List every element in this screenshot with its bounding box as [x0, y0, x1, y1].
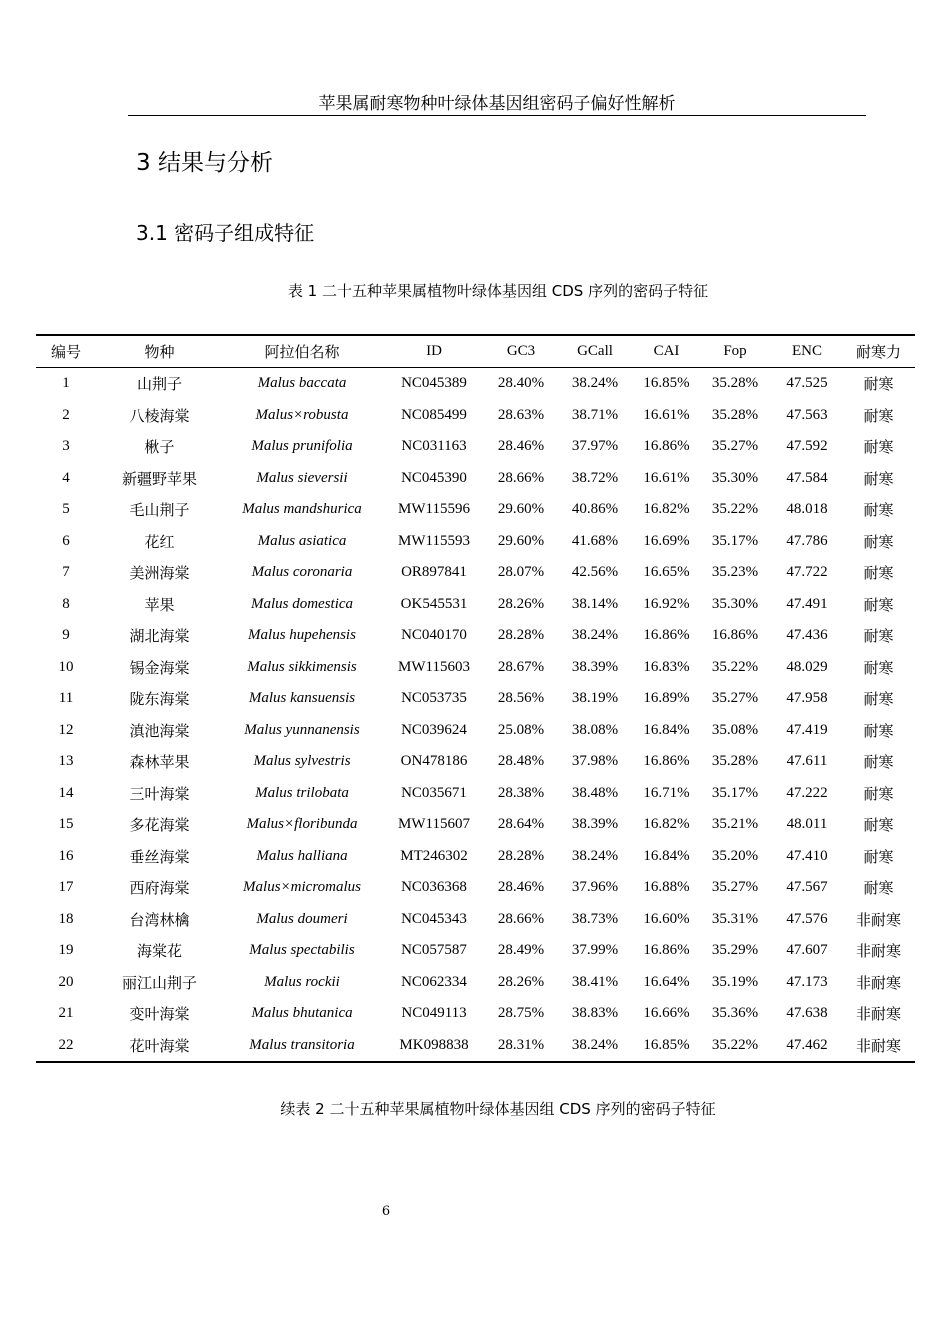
cell-cai: 16.86%	[643, 753, 690, 770]
cell-latin-name: Malus sylvestris	[253, 753, 351, 770]
cell-cold-tolerance: 耐寒	[863, 723, 894, 740]
cell-fop: 35.22%	[711, 1036, 759, 1053]
cell-cold-tolerance: 耐寒	[863, 818, 894, 835]
table-row	[36, 400, 915, 432]
cell-number: 20	[58, 973, 74, 990]
cell-enc: 47.584	[786, 469, 828, 486]
cell-gcall: 38.14%	[571, 595, 619, 612]
cell-latin-name: Malus doumeri	[256, 910, 348, 927]
cell-cold-tolerance: 非耐寒	[855, 944, 901, 961]
cell-id: NC036368	[401, 879, 467, 896]
cell-latin-name: Malus sikkimensis	[247, 658, 357, 675]
cell-cai: 16.82%	[643, 816, 690, 833]
cell-cold-tolerance: 非耐寒	[855, 975, 901, 992]
cell-cai: 16.83%	[643, 658, 690, 675]
cell-cai: 16.92%	[643, 595, 690, 612]
table-row	[36, 589, 915, 621]
cell-id: NC039624	[401, 721, 467, 738]
cell-gc3: 28.40%	[497, 375, 545, 392]
cell-fop: 35.28%	[711, 406, 759, 423]
cell-gc3: 28.31%	[497, 1036, 545, 1053]
cell-cai: 16.66%	[643, 1005, 690, 1022]
cell-latin-name: Malus rockii	[264, 973, 340, 990]
cell-latin-name: Malus×floribunda	[246, 816, 358, 833]
cell-latin-name: Malus spectabilis	[249, 942, 355, 959]
cell-gcall: 37.96%	[571, 879, 619, 896]
cell-cai: 16.86%	[643, 942, 690, 959]
cell-latin-name: Malus asiatica	[257, 532, 347, 549]
table-row	[36, 998, 915, 1030]
cell-cai: 16.86%	[643, 627, 690, 644]
col-header-cold-tolerance: 耐寒力	[855, 345, 901, 361]
cell-cold-tolerance: 耐寒	[863, 440, 894, 457]
table-row	[36, 620, 915, 652]
running-header: 苹果属耐寒物种叶绿体基因组密码子偏好性解析	[318, 94, 676, 114]
cell-id: NC035671	[401, 784, 467, 801]
cell-latin-name: Malus baccata	[257, 375, 347, 392]
cell-gc3: 28.49%	[497, 942, 545, 959]
cell-number: 14	[58, 784, 74, 801]
cell-cai: 16.88%	[643, 879, 690, 896]
cell-cold-tolerance: 非耐寒	[855, 912, 901, 929]
cell-gcall: 38.48%	[571, 784, 619, 801]
cell-species: 花红	[144, 534, 175, 551]
table-row	[36, 463, 915, 495]
cell-latin-name: Malus trilobata	[255, 784, 349, 801]
cell-cai: 16.65%	[643, 564, 690, 581]
cell-species: 美洲海棠	[129, 566, 190, 583]
cell-enc: 47.525	[786, 375, 828, 392]
cell-cold-tolerance: 非耐寒	[855, 1038, 901, 1055]
cell-id: OK545531	[400, 595, 468, 612]
cell-species: 陇东海棠	[129, 692, 190, 709]
cell-species: 垂丝海棠	[129, 849, 190, 866]
cell-species: 山荆子	[136, 377, 182, 394]
cell-fop: 16.86%	[711, 627, 759, 644]
cell-enc: 47.462	[786, 1036, 828, 1053]
cell-id: NC057587	[401, 942, 467, 959]
cell-cai: 16.85%	[643, 375, 690, 392]
cell-enc: 47.222	[786, 784, 828, 801]
cell-species: 西府海棠	[129, 881, 190, 898]
table-header-row	[36, 335, 915, 368]
cell-gc3: 29.60%	[497, 532, 545, 549]
cell-number: 18	[58, 910, 74, 927]
cell-enc: 48.011	[786, 816, 828, 833]
cell-species: 毛山荆子	[129, 503, 190, 520]
cell-enc: 47.410	[786, 847, 828, 864]
table-row	[36, 683, 915, 715]
cell-number: 4	[62, 469, 70, 486]
col-header-gc3: GC3	[506, 343, 536, 359]
cell-number: 7	[62, 564, 70, 581]
cell-fop: 35.30%	[711, 595, 759, 612]
cell-cold-tolerance: 耐寒	[863, 534, 894, 551]
cell-gc3: 28.28%	[497, 627, 545, 644]
cell-fop: 35.30%	[711, 469, 759, 486]
cell-id: MW115596	[398, 501, 470, 518]
cell-fop: 35.19%	[711, 973, 759, 990]
cell-id: MW115607	[398, 816, 470, 833]
section-heading: 3 结果与分析	[136, 150, 273, 176]
cell-cai: 16.86%	[643, 438, 690, 455]
cell-species: 八棱海棠	[129, 408, 190, 425]
cell-species: 湖北海棠	[129, 629, 190, 646]
table-row	[36, 935, 915, 967]
cell-fop: 35.29%	[711, 942, 759, 959]
cell-cai: 16.82%	[643, 501, 690, 518]
cell-fop: 35.23%	[711, 564, 759, 581]
cell-id: NC053735	[401, 690, 467, 707]
cell-cai: 16.60%	[643, 910, 690, 927]
cell-cai: 16.61%	[643, 469, 690, 486]
cell-cai: 16.69%	[643, 532, 690, 549]
cell-gcall: 38.24%	[571, 375, 619, 392]
cell-latin-name: Malus mandshurica	[242, 501, 362, 518]
cell-number: 19	[58, 942, 74, 959]
cell-fop: 35.27%	[711, 438, 759, 455]
col-header-species: 物种	[144, 345, 175, 361]
cell-fop: 35.08%	[711, 721, 759, 738]
cell-fop: 35.21%	[711, 816, 759, 833]
cell-enc: 48.029	[786, 658, 828, 675]
cell-gc3: 28.67%	[497, 658, 545, 675]
cell-enc: 47.638	[786, 1005, 828, 1022]
cell-gcall: 38.39%	[571, 816, 619, 833]
cell-id: NC045343	[401, 910, 467, 927]
cell-fop: 35.20%	[711, 847, 759, 864]
cell-fop: 35.36%	[711, 1005, 759, 1022]
cell-gc3: 28.28%	[497, 847, 545, 864]
table-row	[36, 809, 915, 841]
table-row	[36, 841, 915, 873]
cell-gcall: 38.24%	[571, 847, 619, 864]
cell-cold-tolerance: 耐寒	[863, 503, 894, 520]
cell-cold-tolerance: 耐寒	[863, 786, 894, 803]
cell-cold-tolerance: 耐寒	[863, 660, 894, 677]
cell-gcall: 38.24%	[571, 627, 619, 644]
cell-cai: 16.84%	[643, 721, 690, 738]
table-row	[36, 1030, 915, 1063]
cell-number: 15	[58, 816, 74, 833]
cell-number: 16	[58, 847, 74, 864]
cell-species: 三叶海棠	[129, 786, 190, 803]
cell-id: NC045389	[401, 375, 467, 392]
table-row	[36, 526, 915, 558]
cell-enc: 47.722	[786, 564, 828, 581]
codon-usage-table	[36, 334, 915, 1063]
table-row	[36, 494, 915, 526]
cell-enc: 48.018	[786, 501, 828, 518]
cell-fop: 35.31%	[711, 910, 759, 927]
cell-id: ON478186	[400, 753, 468, 770]
cell-cold-tolerance: 耐寒	[863, 597, 894, 614]
cell-gc3: 28.66%	[497, 910, 545, 927]
cell-species: 多花海棠	[129, 818, 190, 835]
cell-id: NC040170	[401, 627, 467, 644]
cell-enc: 47.173	[786, 973, 828, 990]
cell-enc: 47.419	[786, 721, 828, 738]
cell-cai: 16.61%	[643, 406, 690, 423]
cell-number: 1	[62, 375, 70, 392]
cell-fop: 35.22%	[711, 658, 759, 675]
cell-cold-tolerance: 耐寒	[863, 377, 894, 394]
cell-gc3: 25.08%	[497, 721, 545, 738]
cell-species: 滇池海棠	[129, 723, 190, 740]
cell-id: NC045390	[401, 469, 467, 486]
cell-fop: 35.27%	[711, 879, 759, 896]
cell-species: 苹果	[144, 597, 175, 614]
cell-enc: 47.786	[786, 532, 828, 549]
cell-latin-name: Malus coronaria	[251, 564, 353, 581]
col-header-fop: Fop	[723, 343, 747, 359]
cell-enc: 47.576	[786, 910, 828, 927]
cell-enc: 47.491	[786, 595, 828, 612]
cell-latin-name: Malus transitoria	[249, 1036, 355, 1053]
cell-latin-name: Malus sieversii	[256, 469, 348, 486]
cell-id: NC062334	[401, 973, 467, 990]
cell-cai: 16.89%	[643, 690, 690, 707]
cell-fop: 35.27%	[711, 690, 759, 707]
cell-number: 12	[58, 721, 74, 738]
cell-gc3: 28.26%	[497, 973, 545, 990]
cell-id: NC049113	[401, 1005, 467, 1022]
cell-fop: 35.28%	[711, 753, 759, 770]
cell-gcall: 41.68%	[571, 532, 619, 549]
cell-id: OR897841	[401, 564, 467, 581]
col-header-cai: CAI	[653, 343, 680, 359]
cell-number: 21	[58, 1005, 74, 1022]
continued-table-caption: 续表 2 二十五种苹果属植物叶绿体基因组 CDS 序列的密码子特征	[280, 1100, 716, 1118]
cell-id: NC031163	[401, 438, 467, 455]
cell-species: 变叶海棠	[129, 1007, 190, 1024]
cell-species: 楸子	[144, 440, 175, 457]
cell-gc3: 28.56%	[497, 690, 545, 707]
cell-cai: 16.85%	[643, 1036, 690, 1053]
cell-gcall: 38.71%	[571, 406, 619, 423]
cell-id: MT246302	[400, 847, 468, 864]
cell-species: 花叶海棠	[129, 1038, 190, 1055]
cell-gcall: 38.83%	[571, 1005, 619, 1022]
cell-species: 丽江山荆子	[121, 975, 197, 992]
table-row	[36, 778, 915, 810]
page-number: 6	[381, 1204, 391, 1219]
cell-gcall: 37.99%	[571, 942, 619, 959]
cell-enc: 47.563	[786, 406, 828, 423]
col-header-id: ID	[426, 343, 442, 359]
cell-latin-name: Malus domestica	[250, 595, 354, 612]
cell-cold-tolerance: 耐寒	[863, 755, 894, 772]
cell-enc: 47.567	[786, 879, 828, 896]
cell-number: 11	[58, 690, 74, 707]
table-row	[36, 557, 915, 589]
cell-gc3: 28.66%	[497, 469, 545, 486]
cell-latin-name: Malus kansuensis	[248, 690, 356, 707]
cell-latin-name: Malus yunnanensis	[244, 721, 360, 738]
cell-cold-tolerance: 耐寒	[863, 629, 894, 646]
cell-gc3: 28.46%	[497, 879, 545, 896]
cell-gcall: 38.73%	[571, 910, 619, 927]
cell-latin-name: Malus prunifolia	[251, 438, 353, 455]
cell-gcall: 38.08%	[571, 721, 619, 738]
cell-number: 10	[58, 658, 74, 675]
cell-cold-tolerance: 耐寒	[863, 849, 894, 866]
cell-fop: 35.22%	[711, 501, 759, 518]
table-row	[36, 872, 915, 904]
cell-gcall: 38.72%	[571, 469, 619, 486]
cell-latin-name: Malus bhutanica	[251, 1005, 353, 1022]
table-row	[36, 715, 915, 747]
cell-cold-tolerance: 耐寒	[863, 881, 894, 898]
cell-gc3: 28.75%	[497, 1005, 545, 1022]
cell-latin-name: Malus halliana	[256, 847, 348, 864]
cell-cold-tolerance: 耐寒	[863, 471, 894, 488]
cell-number: 8	[62, 595, 70, 612]
cell-cold-tolerance: 耐寒	[863, 408, 894, 425]
cell-cold-tolerance: 耐寒	[863, 566, 894, 583]
cell-gcall: 40.86%	[571, 501, 619, 518]
cell-id: NC085499	[401, 406, 467, 423]
cell-fop: 35.17%	[711, 784, 759, 801]
cell-species: 新疆野苹果	[121, 471, 197, 488]
cell-id: MW115593	[398, 532, 470, 549]
cell-number: 2	[62, 406, 70, 423]
header-rule	[128, 115, 866, 116]
subsection-heading: 3.1 密码子组成特征	[136, 221, 315, 245]
cell-gc3: 28.38%	[497, 784, 545, 801]
cell-enc: 47.592	[786, 438, 828, 455]
cell-number: 13	[58, 753, 74, 770]
table-row	[36, 967, 915, 999]
cell-cai: 16.84%	[643, 847, 690, 864]
cell-enc: 47.611	[786, 753, 828, 770]
cell-gcall: 38.41%	[571, 973, 619, 990]
cell-fop: 35.17%	[711, 532, 759, 549]
cell-species: 台湾林檎	[129, 912, 190, 929]
cell-cai: 16.64%	[643, 973, 690, 990]
table-row	[36, 904, 915, 936]
cell-fop: 35.28%	[711, 375, 759, 392]
cell-gc3: 28.64%	[497, 816, 545, 833]
cell-gc3: 28.07%	[497, 564, 545, 581]
cell-latin-name: Malus×robusta	[255, 406, 349, 423]
cell-id: MK098838	[399, 1036, 469, 1053]
cell-latin-name: Malus hupehensis	[248, 627, 356, 644]
col-header-latin-name: 阿拉伯名称	[264, 345, 340, 361]
cell-gc3: 28.48%	[497, 753, 545, 770]
col-header-number: 编号	[50, 345, 81, 361]
cell-number: 17	[58, 879, 74, 896]
cell-gcall: 37.98%	[571, 753, 619, 770]
cell-gcall: 38.24%	[571, 1036, 619, 1053]
cell-enc: 47.436	[786, 627, 828, 644]
col-header-enc: ENC	[792, 343, 822, 359]
cell-species: 海棠花	[136, 944, 182, 961]
cell-gcall: 42.56%	[571, 564, 619, 581]
cell-gc3: 28.46%	[497, 438, 545, 455]
cell-gcall: 37.97%	[571, 438, 619, 455]
cell-gcall: 38.19%	[571, 690, 619, 707]
cell-number: 5	[62, 501, 70, 518]
cell-enc: 47.958	[786, 690, 828, 707]
cell-number: 3	[62, 438, 70, 455]
cell-id: MW115603	[398, 658, 470, 675]
cell-enc: 47.607	[786, 942, 828, 959]
cell-cai: 16.71%	[643, 784, 690, 801]
cell-gc3: 28.26%	[497, 595, 545, 612]
table-row	[36, 368, 915, 400]
cell-number: 9	[62, 627, 70, 644]
cell-gcall: 38.39%	[571, 658, 619, 675]
cell-cold-tolerance: 非耐寒	[855, 1007, 901, 1024]
cell-cold-tolerance: 耐寒	[863, 692, 894, 709]
cell-gc3: 28.63%	[497, 406, 545, 423]
cell-number: 22	[58, 1036, 74, 1053]
table-row	[36, 431, 915, 463]
cell-latin-name: Malus×micromalus	[243, 879, 361, 896]
cell-species: 锡金海棠	[129, 660, 190, 677]
table-caption: 表 1 二十五种苹果属植物叶绿体基因组 CDS 序列的密码子特征	[287, 282, 709, 300]
table-row	[36, 746, 915, 778]
table-row	[36, 652, 915, 684]
col-header-gcall: GCall	[577, 343, 613, 359]
cell-number: 6	[62, 532, 70, 549]
cell-gc3: 29.60%	[497, 501, 545, 518]
cell-species: 森林苹果	[129, 755, 190, 772]
